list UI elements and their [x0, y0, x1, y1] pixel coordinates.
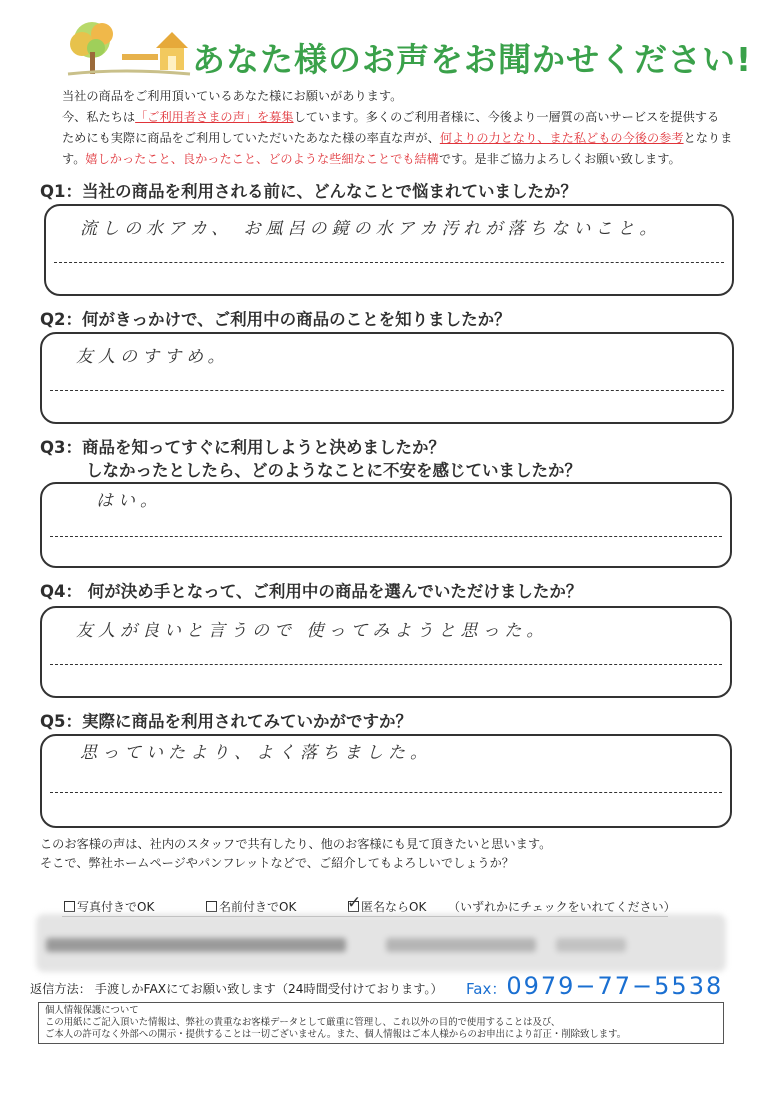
question-4-label: Q4： 何が決め手となって、ご利用中の商品を選んでいただけましたか？	[40, 582, 583, 601]
handwritten-answer-1: 流しの水アカ、 お風呂の鏡の水アカ汚れが落ちないこと。	[80, 219, 662, 239]
divider	[50, 792, 722, 793]
checkbox[interactable]	[64, 901, 75, 912]
answer-box-2[interactable]	[40, 332, 734, 424]
option-photo[interactable]: 写真付きでOK	[64, 898, 154, 915]
consent-text	[40, 835, 551, 873]
privacy-line: この用紙にご記入頂いた情報は、弊社の貴重なお客様データとして厳重に管理し、これ以外の目的で使用することは及び、	[45, 1017, 561, 1028]
consent-line: このお客様の声は、社内のスタッフで共有したり、他のお客様にも見て頂きたいと思います。	[40, 837, 552, 851]
highlight-text: 「ご利用者さまの声」を募集	[135, 110, 294, 124]
return-method: 返信方法： 手渡しかFAXにてお願い致します（24時間受付けております。）	[30, 982, 443, 996]
highlight-text: 嬉しかったこと、良かったこと、どのような些細なことでも結構	[85, 152, 439, 166]
handwritten-answer-4: 友人が良いと言うので 使ってみようと思った。	[76, 621, 549, 641]
answer-box-1[interactable]	[44, 204, 734, 296]
question-5-label: Q5：実際に商品を利用されてみていかがですか？	[40, 712, 413, 731]
checkbox[interactable]	[206, 901, 217, 912]
option-name[interactable]: 名前付きでOK	[206, 898, 296, 915]
handwritten-answer-2: 友人のすすめ。	[76, 347, 230, 367]
check-mark-icon: ✓	[347, 893, 362, 913]
intro-line: 当社の商品をご利用頂いているあなた様にお願いがあります。	[62, 89, 403, 103]
page-title: あなた様のお声をお聞かせください!	[192, 40, 753, 79]
question-1-label: Q1：当社の商品を利用される前に、どんなことで悩まれていましたか？	[40, 182, 578, 201]
privacy-title: 個人情報保護について	[45, 1005, 139, 1016]
question-2-label: Q2：何がきっかけで、ご利用中の商品のことを知りましたか？	[40, 310, 511, 329]
checkbox-checked[interactable]	[347, 893, 362, 913]
intro-line: す。嬉しかったこと、良かったこと、どのような些細なことでも結構です。是非ご協力よろしくお願い致します。	[62, 152, 681, 166]
option-anonymous[interactable]: ✓ 匿名ならOK	[347, 893, 427, 914]
intro-line: ためにも実際に商品をご利用していただいたあなた様の率直な声が、何よりの力となり、また私どもの今後の参考となりま	[62, 131, 733, 145]
highlight-text: 何よりの力となり、また私どもの今後の参考	[439, 131, 684, 145]
privacy-notice	[38, 1002, 724, 1044]
answer-box-5[interactable]	[40, 734, 732, 828]
consent-line: そこで、弊社ホームページやパンフレットなどで、ご紹介してもよろしいでしょうか？	[40, 856, 514, 870]
answer-box-3[interactable]	[40, 482, 732, 568]
question-3-label: Q3：商品を知ってすぐに利用しようと決めましたか？	[40, 438, 446, 457]
divider	[50, 664, 722, 665]
divider	[54, 262, 724, 263]
intro-text	[62, 86, 762, 170]
fax-number: Fax：0979−77−5538	[466, 972, 724, 1000]
divider	[50, 536, 722, 537]
divider	[50, 390, 724, 391]
intro-line: 今、私たちは「ご利用者さまの声」を募集しています。多くのご利用者様に、今後より一層質の高いサービスを提供する	[62, 110, 720, 124]
redacted-name-field	[36, 914, 726, 972]
tree-house-logo	[64, 18, 194, 80]
answer-box-4[interactable]	[40, 606, 732, 698]
question-3-sublabel: しなかったとしたら、どのようなことに不安を感じていましたか？	[86, 461, 581, 480]
handwritten-answer-3: はい。	[96, 491, 162, 511]
option-note: （いずれかにチェックをいれてください）	[448, 900, 676, 914]
privacy-line: ご本人の許可なく外部への開示・提供することは一切ございません。また、個人情報はご本人様からのお申出により訂正・削除致します。	[45, 1029, 627, 1040]
handwritten-answer-5: 思っていたより、よく落ちました。	[80, 743, 432, 763]
